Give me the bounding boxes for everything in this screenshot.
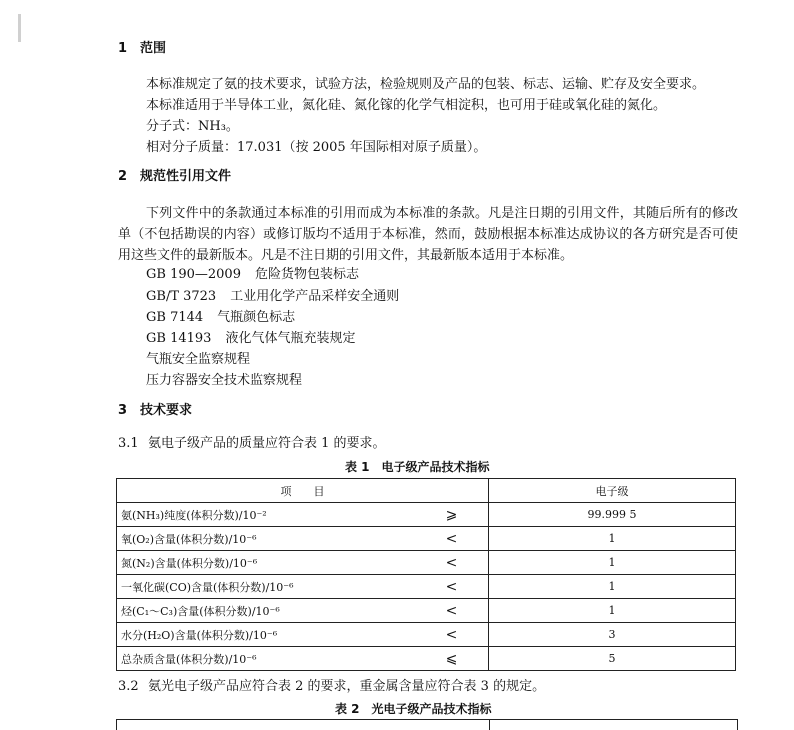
- clause-text: 氨电子级产品的质量应符合表 1 的要求。: [148, 436, 386, 451]
- reference-code: GB 14193: [146, 331, 212, 346]
- section-number: 3: [118, 403, 128, 418]
- row-item: 氧(O₂)含量(体积分数)/10⁻⁶: [117, 527, 416, 551]
- reference-item: [146, 309, 295, 327]
- reference-code: GB/T 3723: [146, 289, 217, 304]
- clause-number: 3.2: [118, 679, 139, 694]
- reference-title: 气瓶安全监察规程: [146, 352, 251, 367]
- reference-title: 压力容器安全技术监察规程: [146, 373, 303, 388]
- table-row: [117, 575, 736, 599]
- section-title: 范围: [140, 41, 167, 56]
- row-value: 1: [489, 575, 736, 599]
- table-2-caption: 表 2 光电子级产品技术指标: [335, 702, 492, 716]
- table-row: [117, 527, 736, 551]
- clause-text: 氨光电子级产品应符合表 2 的要求，重金属含量应符合表 3 的规定。: [148, 679, 546, 694]
- row-operator: <: [415, 623, 489, 647]
- section-1-heading: [118, 40, 166, 58]
- header-item: 项 目: [117, 479, 489, 503]
- table-2-column-divider: [489, 720, 490, 730]
- table-row: [117, 599, 736, 623]
- section-2-intro: 下列文件中的条款通过本标准的引用而成为本标准的条款。凡是注日期的引用文件，其随后所有的修改单（不包括勘误的内容）或修订版均不适用于本标准，然而，鼓励根据本标准达成协议的各方研究是否可使用这些文件的最新版本。凡是不注日期的引用文件，其最新版本适用于本标准。: [118, 206, 738, 263]
- reference-item: [146, 266, 359, 284]
- scan-edge-mark: [18, 14, 21, 42]
- table-row: [117, 551, 736, 575]
- row-value: 5: [489, 647, 736, 671]
- reference-item: [146, 288, 399, 306]
- row-operator: <: [415, 551, 489, 575]
- row-value: 3: [489, 623, 736, 647]
- section-2-heading: [118, 168, 231, 186]
- row-item: 水分(H₂O)含量(体积分数)/10⁻⁶: [117, 623, 416, 647]
- reference-title: 工业用化学产品采样安全通则: [230, 289, 400, 304]
- row-item: 烃(C₁～C₃)含量(体积分数)/10⁻⁶: [117, 599, 416, 623]
- section-1-para-2: 本标准适用于半导体工业，氮化硅、氮化镓的化学气相淀积，也可用于硅或氧化硅的氮化。: [146, 98, 667, 113]
- section-1-para-1: 本标准规定了氨的技术要求，试验方法，检验规则及产品的包装、标志、运输、贮存及安全要求。: [146, 77, 706, 92]
- row-item: 氨(NH₃)纯度(体积分数)/10⁻²: [117, 503, 416, 527]
- table-header-row: [117, 479, 736, 503]
- row-item: 氮(N₂)含量(体积分数)/10⁻⁶: [117, 551, 416, 575]
- row-operator: ⩽: [415, 647, 489, 671]
- row-value: 1: [489, 527, 736, 551]
- row-operator: <: [415, 527, 489, 551]
- row-operator: <: [415, 599, 489, 623]
- section-number: 1: [118, 41, 128, 56]
- table-row: [117, 647, 736, 671]
- clause-3-2: [118, 678, 545, 696]
- reference-title: 危险货物包装标志: [254, 267, 359, 282]
- section-1-para-3: 分子式：NH₃。: [146, 119, 239, 134]
- section-3-heading: [118, 402, 192, 420]
- reference-item: [146, 330, 355, 348]
- reference-code: GB 190—2009: [146, 267, 241, 282]
- reference-title: 气瓶颜色标志: [217, 310, 296, 325]
- row-value: 99.999 5: [489, 503, 736, 527]
- row-item: 一氧化碳(CO)含量(体积分数)/10⁻⁶: [117, 575, 416, 599]
- reference-title: 液化气体气瓶充装规定: [225, 331, 356, 346]
- reference-item: [146, 372, 302, 390]
- section-1-para-4: 相对分子质量：17.031（按 2005 年国际相对原子质量）。: [146, 140, 487, 155]
- section-title: 规范性引用文件: [140, 169, 232, 184]
- table-row: [117, 623, 736, 647]
- row-operator: <: [415, 575, 489, 599]
- row-value: 1: [489, 599, 736, 623]
- section-number: 2: [118, 169, 128, 184]
- table-2-top-border: [116, 719, 738, 730]
- clause-number: 3.1: [118, 436, 139, 451]
- header-grade: 电子级: [489, 479, 736, 503]
- table-1: [116, 478, 736, 671]
- table-row: [117, 503, 736, 527]
- reference-code: GB 7144: [146, 310, 204, 325]
- row-value: 1: [489, 551, 736, 575]
- clause-3-1: [118, 435, 386, 453]
- row-item: 总杂质含量(体积分数)/10⁻⁶: [117, 647, 416, 671]
- table-1-caption: 表 1 电子级产品技术指标: [345, 460, 490, 474]
- reference-item: [146, 351, 250, 369]
- row-operator: ⩾: [415, 503, 489, 527]
- section-title: 技术要求: [140, 403, 193, 418]
